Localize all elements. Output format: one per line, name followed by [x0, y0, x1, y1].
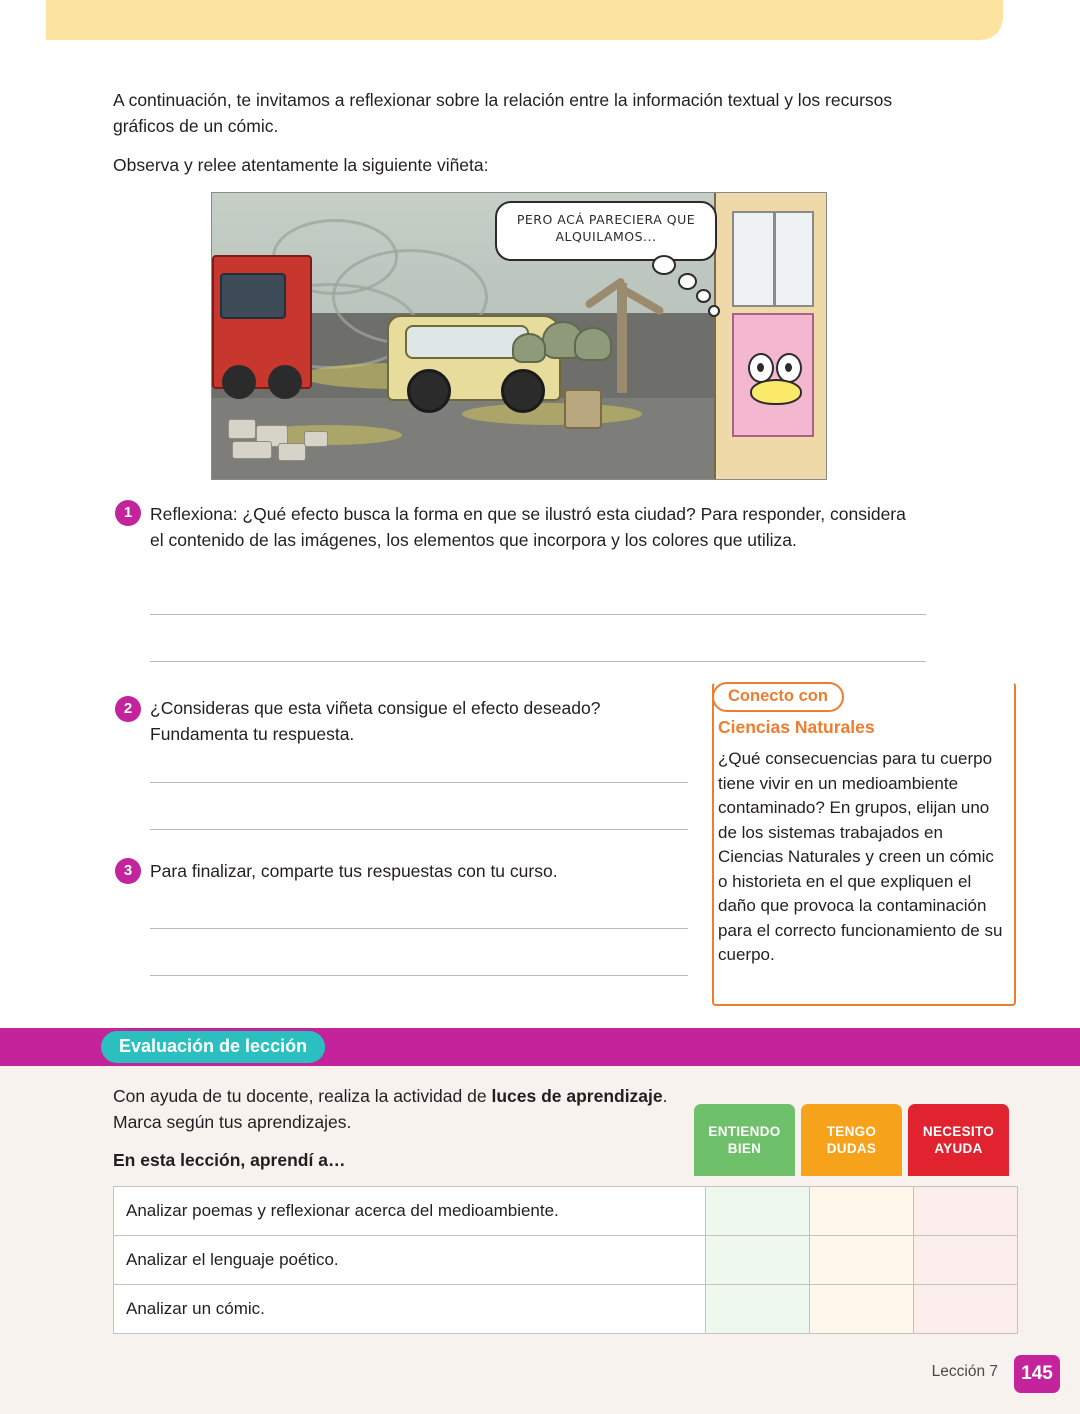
trash-item	[228, 419, 256, 439]
row-statement: Analizar el lenguaje poético.	[114, 1236, 706, 1285]
answer-line[interactable]	[150, 661, 926, 662]
column-header-necesito-ayuda	[908, 1104, 1009, 1176]
checkbox-cell-dudas[interactable]	[810, 1285, 914, 1334]
checkbox-cell-dudas[interactable]	[810, 1187, 914, 1236]
smog-haze	[462, 403, 642, 425]
evaluation-instruction: Con ayuda de tu docente, realiza la actividad de luces de aprendizaje. Marca según tus aprendizajes.	[113, 1086, 668, 1132]
question-3-number: 3	[115, 858, 141, 884]
checkbox-cell-dudas[interactable]	[810, 1236, 914, 1285]
column-header-line2: DUDAS	[826, 1141, 877, 1156]
question-1-text: Reflexiona: ¿Qué efecto busca la forma en que se ilustró esta ciudad? Para responder, considera el contenido de las imágenes, los elementos que incorpora y los colores que utiliza.	[150, 504, 906, 550]
speech-bubble	[495, 201, 717, 261]
truck-windshield	[220, 273, 286, 319]
answer-line[interactable]	[150, 975, 688, 976]
evaluation-table	[113, 1186, 1018, 1334]
speech-bubble-tail-dot	[708, 305, 720, 317]
column-header-line2: AYUDA	[934, 1141, 983, 1156]
page-number: 145	[1014, 1355, 1060, 1393]
evaluation-title: Evaluación de lección	[101, 1031, 325, 1063]
question-3-text: Para finalizar, comparte tus respuestas con tu curso.	[150, 861, 558, 881]
trash-item	[278, 443, 306, 461]
column-header-line1: NECESITO	[922, 1124, 995, 1139]
bush	[574, 327, 612, 361]
conecto-con-tab: Conecto con	[712, 682, 844, 712]
car-wheel	[501, 369, 545, 413]
question-1-number: 1	[115, 500, 141, 526]
bare-tree-trunk	[617, 283, 627, 393]
mouse-character	[746, 353, 804, 405]
column-header-line1: ENTIENDO	[708, 1124, 781, 1139]
column-header-tengo-dudas	[801, 1104, 902, 1176]
checkbox-cell-ayuda[interactable]	[914, 1236, 1018, 1285]
column-header-line1: TENGO	[826, 1124, 877, 1139]
truck-wheel	[222, 365, 256, 399]
car-wheel	[407, 369, 451, 413]
mouse-snout	[750, 379, 802, 405]
trash-item	[304, 431, 328, 447]
checkbox-cell-ayuda[interactable]	[914, 1187, 1018, 1236]
evaluation-subtitle: En esta lección, aprendí a…	[113, 1150, 346, 1170]
upper-window	[732, 211, 814, 307]
table-row	[114, 1236, 1018, 1285]
speech-bubble-tail-dot	[652, 255, 676, 275]
column-header-entiendo-bien	[694, 1104, 795, 1176]
conecto-con-subject: Ciencias Naturales	[718, 717, 875, 737]
red-truck	[212, 255, 312, 389]
checkbox-cell-entiendo[interactable]	[706, 1285, 810, 1334]
intro-paragraph-1: A continuación, te invitamos a reflexionar sobre la relación entre la información textual y los recursos gráficos de un cómic.	[113, 90, 893, 136]
table-row	[114, 1187, 1018, 1236]
column-header-line2: BIEN	[727, 1141, 762, 1156]
building-facade	[714, 193, 826, 479]
checkbox-cell-ayuda[interactable]	[914, 1285, 1018, 1334]
answer-line[interactable]	[150, 829, 688, 830]
answer-line[interactable]	[150, 928, 688, 929]
intro-paragraph-2: Observa y relee atentamente la siguiente viñeta:	[113, 155, 489, 175]
top-band-left-notch	[0, 0, 46, 40]
speech-bubble-text: PERO ACÁ PARECIERA QUE ALQUILAMOS...	[516, 212, 696, 244]
table-row	[114, 1285, 1018, 1334]
row-statement: Analizar poemas y reflexionar acerca del medioambiente.	[114, 1187, 706, 1236]
comic-panel-image	[211, 192, 827, 480]
window-divider	[773, 213, 776, 305]
answer-line[interactable]	[150, 782, 688, 783]
truck-wheel	[268, 365, 302, 399]
bush	[512, 333, 546, 363]
top-decorative-band	[0, 0, 1003, 40]
trash-item	[232, 441, 272, 459]
question-2-number: 2	[115, 696, 141, 722]
car-window	[405, 325, 529, 359]
speech-bubble-tail-dot	[696, 289, 711, 303]
checkbox-cell-entiendo[interactable]	[706, 1187, 810, 1236]
speech-bubble-tail-dot	[678, 273, 697, 290]
question-2-text: ¿Consideras que esta viñeta consigue el efecto deseado? Fundamenta tu respuesta.	[150, 698, 601, 744]
footer-lesson-label: Lección 7	[931, 1363, 998, 1380]
checkbox-cell-entiendo[interactable]	[706, 1236, 810, 1285]
conecto-con-body: ¿Qué consecuencias para tu cuerpo tiene vivir en un medioambiente contaminado? En grupos, elijan uno de los sistemas trabajados en Ciencias Naturales y creen un cómic o historieta en el que expliquen el daño que provoca la contaminación para el correcto funcionamiento de su cuerpo.	[718, 749, 1003, 964]
tree-stump	[564, 389, 602, 429]
row-statement: Analizar un cómic.	[114, 1285, 706, 1334]
answer-line[interactable]	[150, 614, 926, 615]
